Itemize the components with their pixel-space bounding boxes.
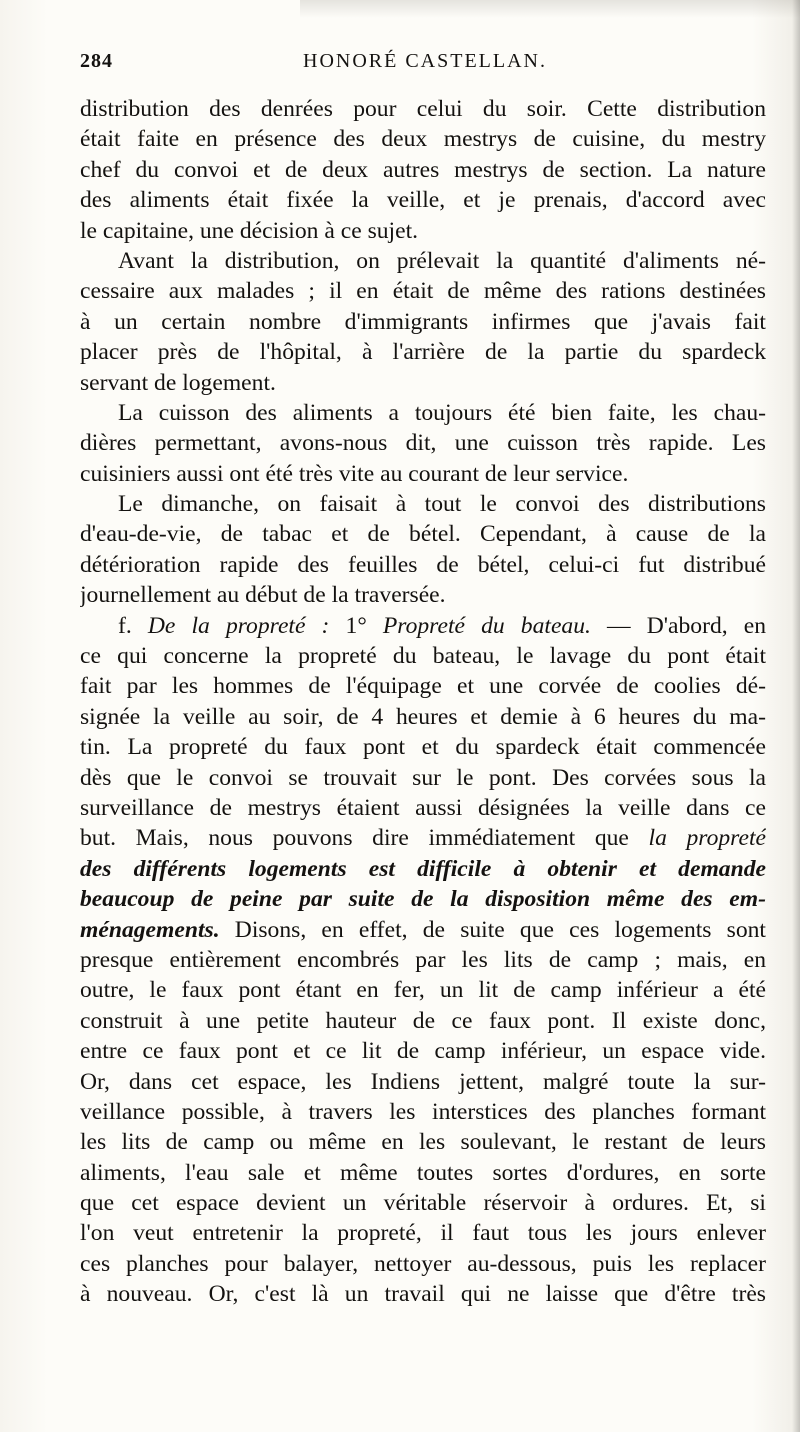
text-line: l'on veut entretenir la propreté, il faut tous les jours enlever <box>80 1220 766 1247</box>
body-text <box>80 94 766 1310</box>
emphasis-text: Propreté du bateau. <box>382 612 591 639</box>
text-line: surveillance de mestrys étaient aussi désignées la veille dans ce <box>80 794 766 821</box>
text-line: dières permettant, avons-nous dit, une cuisson très rapide. Les <box>80 430 766 457</box>
text-line: Or, dans cet espace, les Indiens jettent, malgré toute la sur- <box>80 1068 766 1095</box>
text-line: d'eau-de-vie, de tabac et de bétel. Cependant, à cause de la <box>80 521 766 548</box>
emphasis-text: De la propreté : <box>147 612 346 639</box>
text-line: outre, le faux pont étant en fer, un lit de camp inférieur a été <box>80 977 766 1004</box>
text-line: à nouveau. Or, c'est là un travail qui ne laisse que d'être très <box>80 1281 766 1308</box>
text-line <box>80 823 766 853</box>
text-line: à un certain nombre d'immigrants infirmes que j'avais fait <box>80 308 766 335</box>
text-line: des aliments était fixée la veille, et je prenais, d'accord avec <box>80 187 766 214</box>
text-line: Avant la distribution, on prélevait la quantité d'aliments né- <box>118 247 766 274</box>
text-line: détérioration rapide des feuilles de bétel, celui-ci fut distribué <box>80 551 766 578</box>
text-line: Le dimanche, on faisait à tout le convoi des distributions <box>118 491 766 518</box>
text-line: entre ce faux pont et ce lit de camp inférieur, un espace vide. <box>80 1038 766 1065</box>
emphasis-text: beaucoup de peine par suite de la disposition même des em- <box>80 886 766 913</box>
text-line: placer près de l'hôpital, à l'arrière de la partie du spardeck <box>80 339 766 366</box>
text-segment: Disons, en effet, de suite que ces logements sont <box>219 916 766 943</box>
emphasis-text: la propreté <box>648 825 766 852</box>
text-line: cessaire aux malades ; il en était de même des rations destinées <box>80 278 766 305</box>
text-line: signée la veille au soir, de 4 heures et demie à 6 heures du ma- <box>80 703 766 730</box>
text-line: les lits de camp ou même en les soulevant, le restant de leurs <box>80 1129 766 1156</box>
text-line: chef du convoi et de deux autres mestrys de section. La nature <box>80 156 766 183</box>
text-line: cuisiniers aussi ont été très vite au courant de leur service. <box>80 460 629 487</box>
text-line: ce qui concerne la propreté du bateau, le lavage du pont était <box>80 643 766 670</box>
text-line: La cuisson des aliments a toujours été bien faite, les chau- <box>118 399 766 426</box>
text-line: distribution des denrées pour celui du soir. Cette distribution <box>80 96 766 122</box>
text-line: servant de logement. <box>80 369 276 396</box>
text-segment: f. <box>118 612 148 639</box>
text-line <box>80 915 766 945</box>
page-edge-shadow <box>792 0 800 1432</box>
text-line: journellement au début de la traversée. <box>80 582 446 609</box>
text-line: était faite en présence des deux mestrys de cuisine, du mestry <box>80 126 766 153</box>
emphasis-text: ménagements. <box>80 916 220 943</box>
text-line: tin. La propreté du faux pont et du spardeck était commencée <box>80 734 766 761</box>
text-line: dès que le convoi se trouvait sur le pont. Des corvées sous la <box>80 764 766 791</box>
text-line: le capitaine, une décision à ce sujet. <box>80 217 419 244</box>
text-segment: but. Mais, nous pouvons dire immédiatement que <box>80 825 649 852</box>
text-line <box>80 884 766 914</box>
page-header <box>80 50 770 80</box>
text-line: veillance possible, à travers les interstices des planches formant <box>80 1098 766 1125</box>
text-segment: 1° <box>345 612 383 639</box>
text-line <box>80 611 766 641</box>
scan-smudge <box>300 0 800 18</box>
text-line: fait par les hommes de l'équipage et une corvée de coolies dé- <box>80 673 766 700</box>
emphasis-text: des différents logements est difficile à obtenir et demande <box>80 855 766 882</box>
text-line: aliments, l'eau sale et même toutes sortes d'ordures, en sorte <box>80 1159 766 1186</box>
text-line <box>80 854 766 884</box>
text-line: construit à une petite hauteur de ce faux pont. Il existe donc, <box>80 1007 766 1034</box>
text-line: que cet espace devient un véritable réservoir à ordures. Et, si <box>80 1190 766 1217</box>
text-line: presque entièrement encombrés par les lits de camp ; mais, en <box>80 946 766 973</box>
text-segment: — D'abord, en <box>590 612 766 639</box>
text-line: ces planches pour balayer, nettoyer au-dessous, puis les replacer <box>80 1250 766 1277</box>
page-number: 284 <box>80 50 113 72</box>
running-head: HONORÉ CASTELLAN. <box>303 50 547 72</box>
